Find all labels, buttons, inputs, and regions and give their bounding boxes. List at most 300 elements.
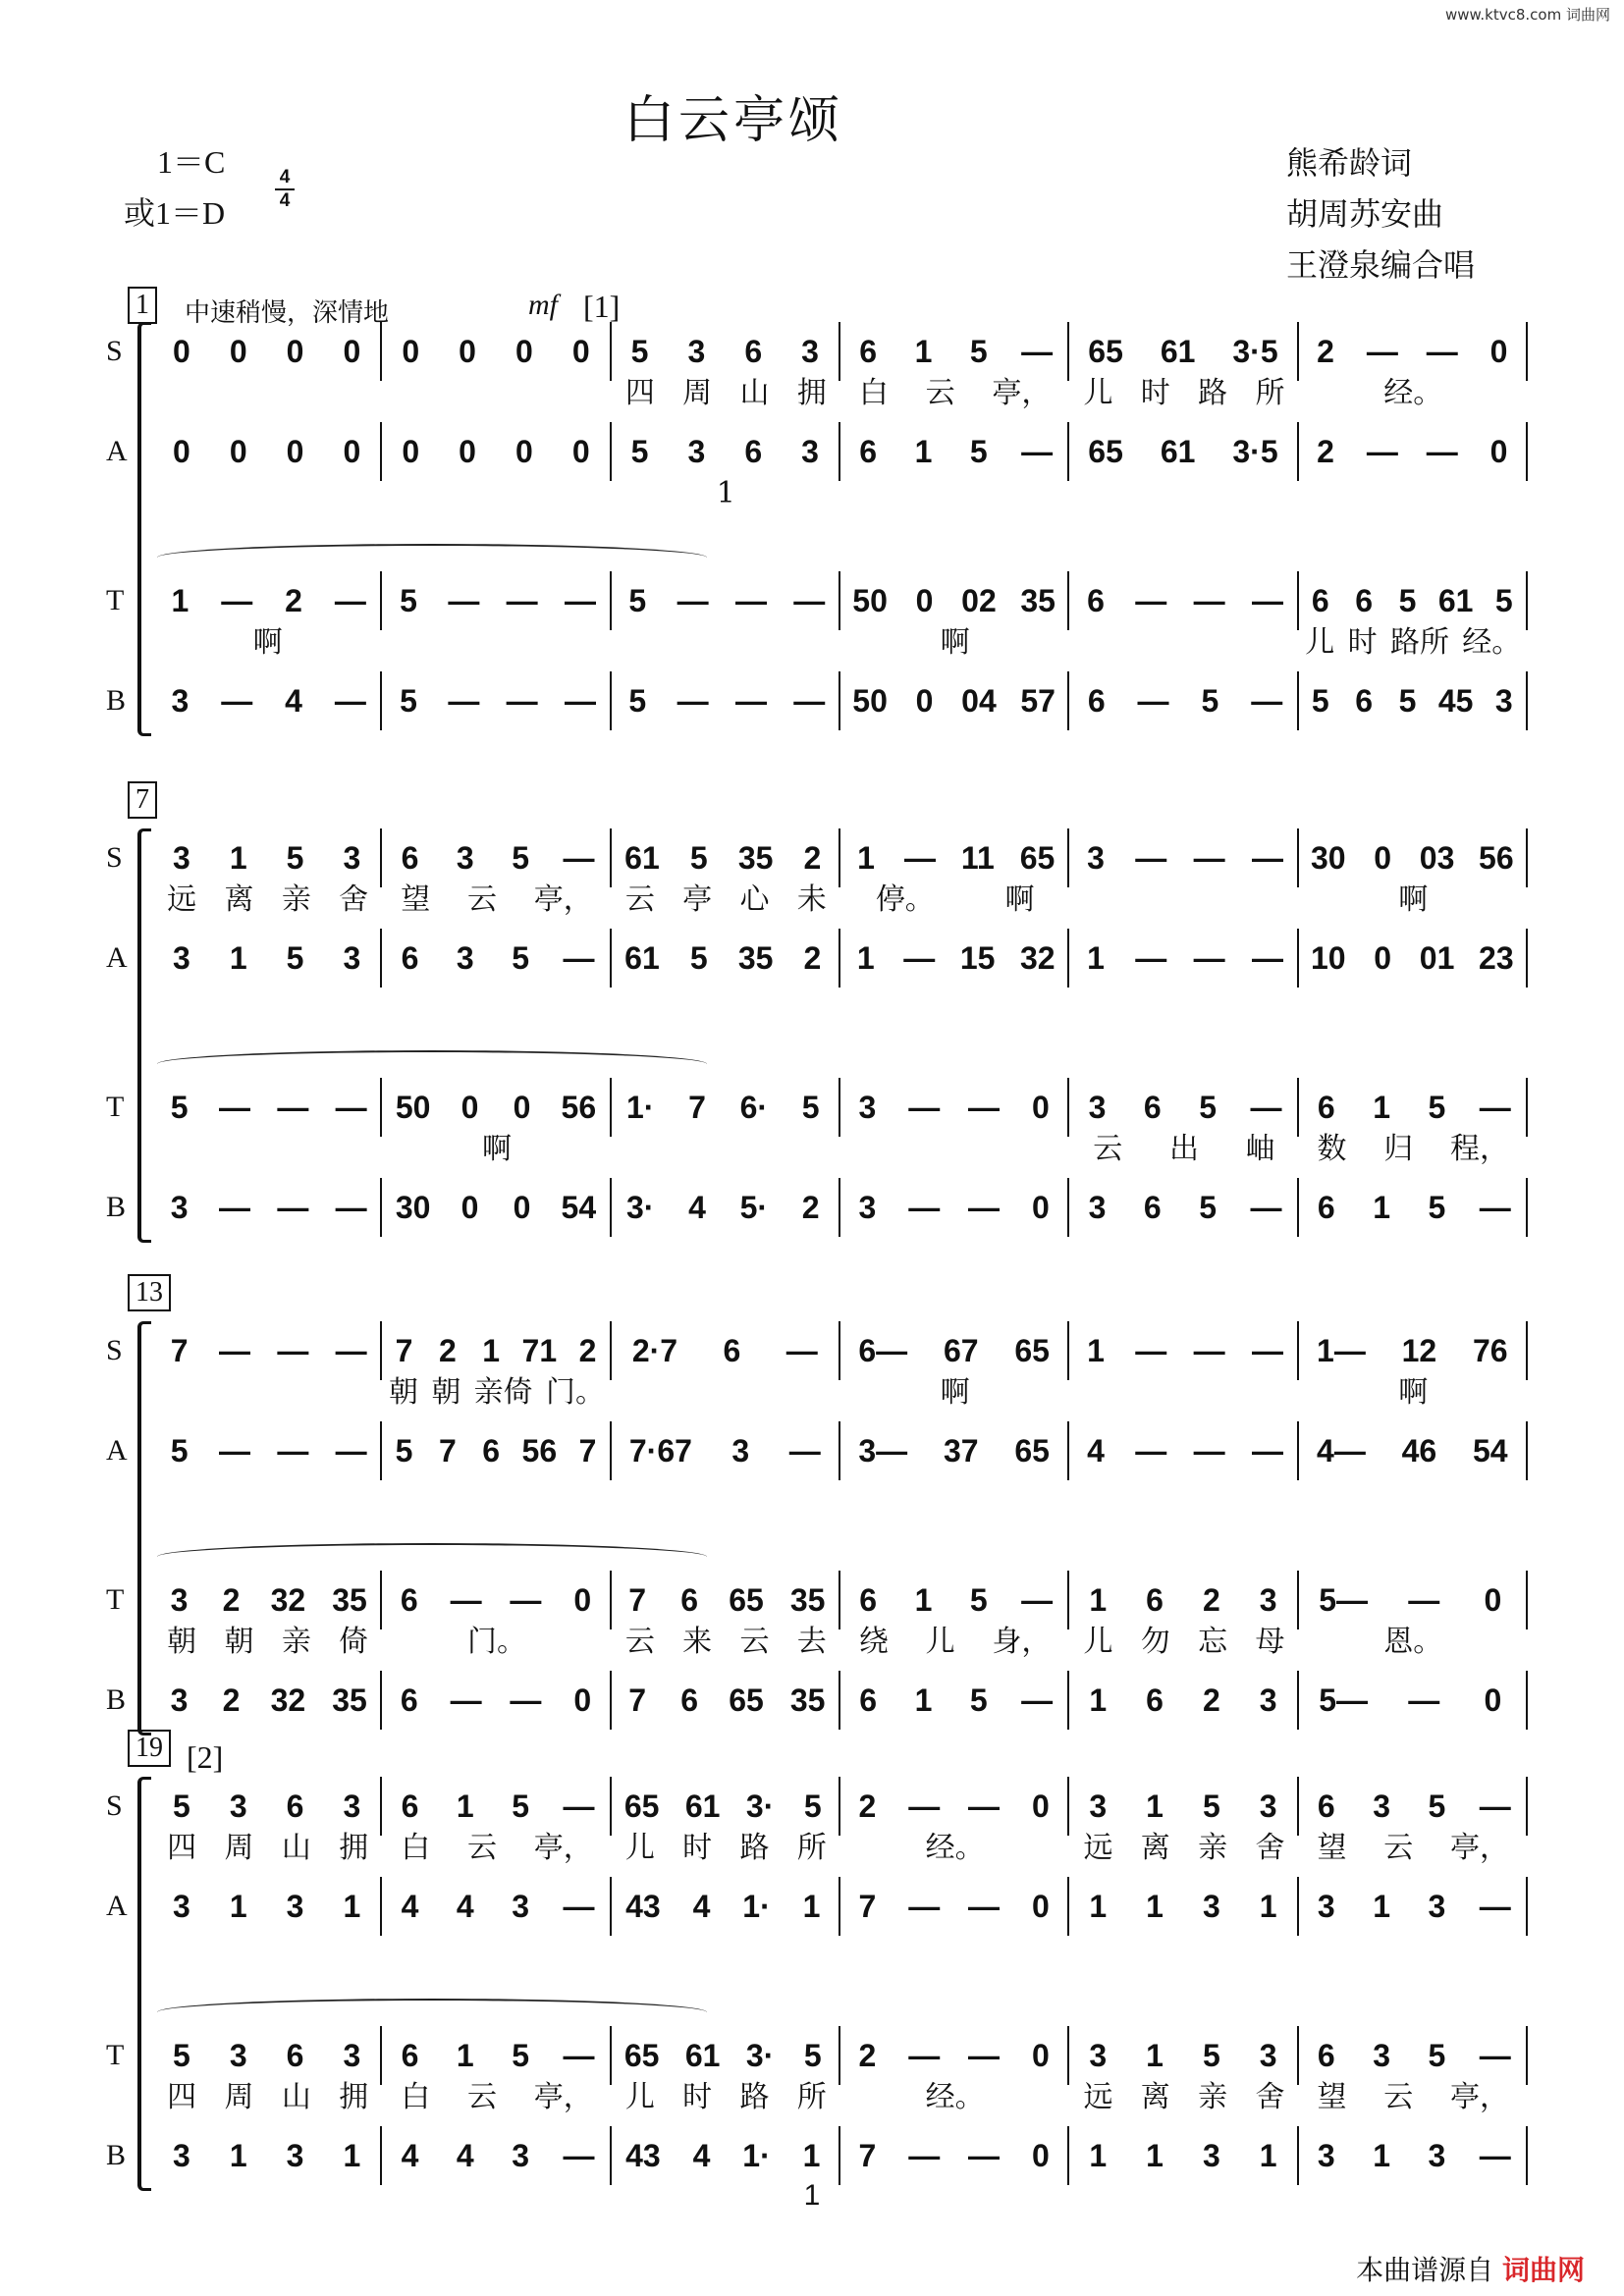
note-token: 7 bbox=[688, 1090, 706, 1125]
note-token: — bbox=[221, 683, 253, 719]
voice-label: T bbox=[106, 1091, 125, 1123]
lyric-syllable: 啊 bbox=[1398, 1375, 1429, 1410]
note-token: 3 bbox=[173, 840, 190, 876]
note-row bbox=[153, 929, 1528, 988]
note-token: 3 bbox=[687, 334, 706, 369]
measure bbox=[153, 671, 382, 730]
lyric-syllable: 经。 bbox=[925, 1831, 985, 1865]
lyric-syllable: 数 bbox=[1317, 1132, 1347, 1166]
note-token: 6 bbox=[1087, 583, 1105, 618]
measure bbox=[840, 1421, 1069, 1480]
lyric-syllable: 儿 bbox=[624, 1831, 655, 1865]
note-token: 43 bbox=[625, 1889, 661, 1924]
note-token: — bbox=[908, 1789, 941, 1824]
note-token: — bbox=[1251, 583, 1283, 618]
lyric-syllable: 去 bbox=[796, 1625, 827, 1659]
note-token: 5 bbox=[173, 1789, 190, 1824]
note-token: 0 bbox=[459, 434, 476, 469]
note-token: 4 bbox=[692, 2138, 711, 2173]
lyric-syllable: 亭， bbox=[533, 882, 593, 917]
measure bbox=[1299, 929, 1528, 988]
note-token: 10 bbox=[1310, 940, 1346, 976]
note-token: 2 bbox=[1202, 1682, 1220, 1718]
lyric-measure bbox=[612, 471, 840, 516]
voice-label: A bbox=[106, 1890, 128, 1922]
lyric-syllable: 门。 bbox=[545, 1375, 605, 1410]
note-token: 2 bbox=[803, 940, 822, 976]
lyric-row bbox=[153, 1370, 1528, 1415]
lyric-measure bbox=[1299, 1127, 1528, 1172]
note-token: 3 bbox=[171, 683, 189, 719]
lyric-syllable: 亲 bbox=[1198, 1831, 1228, 1865]
note-token: — bbox=[1135, 583, 1167, 618]
lyric-syllable: 望 bbox=[401, 882, 431, 917]
note-token: — bbox=[448, 683, 480, 719]
note-token: 1 bbox=[1259, 1889, 1277, 1924]
measure bbox=[1299, 1877, 1528, 1936]
note-token: 5 bbox=[170, 1433, 189, 1468]
note-token: 1 bbox=[1146, 2138, 1164, 2173]
note-token: 3 bbox=[1317, 2138, 1335, 2173]
measure bbox=[612, 1877, 840, 1936]
lyric-syllable: 亲 bbox=[281, 882, 311, 917]
rehearsal-number: 1 bbox=[128, 287, 157, 324]
note-token: 50 bbox=[395, 1090, 431, 1125]
note-token: 11 bbox=[960, 840, 995, 876]
note-token: 7 bbox=[858, 1889, 877, 1924]
note-token: 5 bbox=[512, 2038, 530, 2073]
note-token: 3 bbox=[173, 2138, 190, 2173]
lyric-syllable: 儿 bbox=[1083, 376, 1113, 410]
note-token: 5 bbox=[1201, 683, 1219, 719]
note-token: — bbox=[968, 1090, 1001, 1125]
note-token: 5 bbox=[969, 1582, 988, 1618]
note-token: 0 bbox=[571, 334, 590, 369]
lyric-syllable: 朝 bbox=[431, 1375, 461, 1410]
note-token: 3 bbox=[229, 1789, 247, 1824]
note-token: 1 bbox=[171, 583, 189, 618]
lyric-syllable: 亭， bbox=[1450, 2080, 1510, 2114]
lyric-syllable: 啊 bbox=[940, 625, 970, 660]
note-token: — bbox=[277, 1433, 309, 1468]
note-token: 5 bbox=[286, 840, 304, 876]
lyric-syllable: 云 bbox=[1093, 1132, 1123, 1166]
note-token: — bbox=[506, 583, 538, 618]
note-token: 35 bbox=[789, 1582, 826, 1618]
time-signature-bottom: 4 bbox=[275, 188, 295, 212]
note-token: — bbox=[221, 583, 253, 618]
measure bbox=[1299, 2126, 1528, 2185]
note-token: 7 bbox=[395, 1333, 413, 1368]
note-token: 45 bbox=[1437, 683, 1474, 719]
note-token: 0 bbox=[915, 583, 934, 618]
lyric-measure bbox=[382, 371, 611, 416]
lyric-measure bbox=[153, 620, 382, 666]
note-token: 3 bbox=[456, 940, 474, 976]
lyric-syllable: 心 bbox=[739, 882, 770, 917]
note-token: 5 bbox=[1202, 1789, 1220, 1824]
voice-label: T bbox=[106, 584, 125, 616]
note-token: 2 bbox=[285, 583, 302, 618]
note-row bbox=[153, 2126, 1528, 2185]
note-token: 0 bbox=[229, 334, 247, 369]
note-token: 1 bbox=[1087, 1333, 1105, 1368]
note-token: 1 bbox=[914, 1582, 933, 1618]
note-token: — bbox=[1426, 434, 1458, 469]
note-row bbox=[153, 1178, 1528, 1237]
note-token: 1 bbox=[343, 2138, 361, 2173]
note-token: — bbox=[1479, 2138, 1511, 2173]
note-token: 1 bbox=[914, 334, 933, 369]
note-token: 5 bbox=[689, 840, 708, 876]
note-token: 0 bbox=[1031, 1889, 1050, 1924]
note-token: — bbox=[564, 583, 596, 618]
lyric-measure bbox=[1299, 2075, 1528, 2120]
lyric-syllable: 拥 bbox=[339, 1831, 369, 1865]
lyric-syllable: 朝 bbox=[224, 1625, 254, 1659]
time-signature bbox=[275, 167, 295, 212]
note-token: 1· bbox=[625, 1090, 655, 1125]
lyric-measure bbox=[1299, 471, 1528, 516]
lyric-measure bbox=[153, 471, 382, 516]
lyric-measure bbox=[1069, 2075, 1298, 2120]
note-token: — bbox=[1479, 1190, 1511, 1225]
lyric-syllable: 周 bbox=[682, 376, 713, 410]
staff-b bbox=[0, 1671, 1624, 1730]
note-token: — bbox=[510, 1582, 542, 1618]
note-token: — bbox=[903, 940, 936, 976]
arranger-credit: 王澄泉编合唱 bbox=[1286, 246, 1476, 284]
note-token: 3 bbox=[858, 1090, 877, 1125]
note-token: 6 bbox=[401, 940, 419, 976]
note-token: 65 bbox=[1014, 1433, 1050, 1468]
note-token: 65 bbox=[1019, 840, 1056, 876]
note-token: 3 bbox=[1373, 1789, 1391, 1824]
note-token: — bbox=[335, 1333, 367, 1368]
lyric-syllable: 路 bbox=[1198, 376, 1228, 410]
voice-label: T bbox=[106, 2039, 125, 2071]
note-token: 2 bbox=[438, 1333, 457, 1368]
key-signature-d: 或1＝D bbox=[124, 195, 226, 231]
note-token: 6 bbox=[859, 434, 878, 469]
note-token: — bbox=[1021, 334, 1054, 369]
note-token: — bbox=[563, 2138, 595, 2173]
note-token: 2 bbox=[222, 1582, 241, 1618]
note-token: — bbox=[968, 1889, 1001, 1924]
lyric-measure bbox=[840, 1826, 1069, 1871]
lyric-syllable: 亭， bbox=[533, 2080, 593, 2114]
note-token: 0 bbox=[1031, 1789, 1050, 1824]
note-token: 3 bbox=[1088, 1190, 1107, 1225]
note-token: 5 bbox=[512, 840, 530, 876]
note-token: 32 bbox=[270, 1582, 306, 1618]
measure bbox=[840, 671, 1069, 730]
lyric-measure bbox=[840, 2075, 1069, 2120]
lyric-syllable: 岫 bbox=[1245, 1132, 1275, 1166]
note-token: — bbox=[450, 1682, 482, 1718]
note-token: — bbox=[334, 683, 366, 719]
note-token: 1 bbox=[857, 840, 875, 876]
note-token: 6 bbox=[680, 1582, 699, 1618]
note-token: 5 bbox=[286, 940, 304, 976]
note-token: 6 bbox=[400, 1682, 418, 1718]
note-token: 0 bbox=[514, 434, 533, 469]
note-token: — bbox=[563, 940, 595, 976]
measure bbox=[153, 1877, 382, 1936]
lyric-measure bbox=[840, 1127, 1069, 1172]
note-token: — bbox=[1250, 1090, 1282, 1125]
lyric-measure bbox=[612, 620, 840, 666]
lyric-syllable: 离 bbox=[224, 882, 254, 917]
measure bbox=[1069, 1671, 1298, 1730]
note-token: 5 bbox=[170, 1090, 189, 1125]
note-token: 7 bbox=[858, 2138, 877, 2173]
voice-label: B bbox=[106, 1683, 127, 1716]
lyric-syllable: 亭 bbox=[682, 882, 713, 917]
note-token: 6 bbox=[1355, 683, 1374, 719]
lyric-syllable: 亭， bbox=[533, 1831, 593, 1865]
note-token: 5 bbox=[1202, 2038, 1220, 2073]
note-token: 6 bbox=[1311, 583, 1329, 618]
measure bbox=[612, 1178, 840, 1237]
note-token: 1· bbox=[742, 2138, 771, 2173]
note-token: — bbox=[734, 583, 767, 618]
lyric-syllable: 云 bbox=[466, 1831, 497, 1865]
lyric-measure bbox=[612, 1127, 840, 1172]
note-token: — bbox=[908, 2038, 941, 2073]
lyric-syllable: 倚 bbox=[339, 1625, 369, 1659]
lyric-syllable: 朝 bbox=[388, 1375, 418, 1410]
footer-prefix: 本曲谱源自 bbox=[1356, 2254, 1494, 2286]
measure bbox=[840, 1671, 1069, 1730]
note-token: 0 bbox=[173, 434, 190, 469]
note-token: 4 bbox=[688, 1190, 706, 1225]
measure bbox=[1069, 671, 1298, 730]
note-token: 3 bbox=[1202, 1889, 1220, 1924]
lyric-measure bbox=[1069, 1127, 1298, 1172]
lyric-row bbox=[153, 1826, 1528, 1871]
note-token: 3·5 bbox=[1232, 434, 1278, 469]
lyric-measure bbox=[382, 1620, 611, 1665]
measure bbox=[1069, 2126, 1298, 2185]
voice-label: A bbox=[106, 435, 128, 467]
note-token: — bbox=[1408, 1682, 1440, 1718]
lyric-measure bbox=[840, 878, 1069, 923]
lyric-syllable: 亭， bbox=[1450, 1831, 1510, 1865]
note-token: 6 bbox=[400, 1582, 418, 1618]
note-token: 0 bbox=[1031, 2138, 1050, 2173]
note-token: 0 bbox=[1031, 1190, 1050, 1225]
note-token: 5 bbox=[1398, 683, 1417, 719]
measure bbox=[612, 2126, 840, 2185]
note-token: 3 bbox=[286, 1889, 304, 1924]
staff-a bbox=[0, 929, 1624, 988]
lyric-measure bbox=[1069, 1620, 1298, 1665]
note-token: 1 bbox=[229, 840, 247, 876]
note-token: 35 bbox=[789, 1682, 826, 1718]
note-token: 46 bbox=[1401, 1433, 1437, 1468]
note-token: 1 bbox=[456, 2038, 474, 2073]
lyric-syllable: 舍 bbox=[339, 882, 369, 917]
note-token: — bbox=[1366, 334, 1398, 369]
note-token: 3 bbox=[286, 2138, 304, 2173]
note-token: 6 bbox=[1317, 1789, 1335, 1824]
note-token: 3 bbox=[1428, 2138, 1446, 2173]
note-token: — bbox=[277, 1090, 309, 1125]
note-token: 76 bbox=[1472, 1333, 1508, 1368]
lyric-syllable: 所 bbox=[796, 1831, 827, 1865]
measure bbox=[382, 671, 611, 730]
tie-slur bbox=[157, 1543, 707, 1571]
lyric-measure bbox=[153, 1370, 382, 1415]
note-token: — bbox=[1479, 1889, 1511, 1924]
note-token: — bbox=[1479, 1789, 1511, 1824]
rehearsal-number: 7 bbox=[128, 781, 157, 819]
lyric-syllable: 周 bbox=[224, 2080, 254, 2114]
note-token: 0 bbox=[1484, 1582, 1502, 1618]
note-token: 57 bbox=[1020, 683, 1056, 719]
measure bbox=[612, 929, 840, 988]
rehearsal-number: 19 bbox=[128, 1730, 171, 1767]
note-token: — bbox=[1250, 1190, 1282, 1225]
lyric-measure bbox=[153, 878, 382, 923]
lyric-syllable: 拥 bbox=[796, 376, 827, 410]
lyric-measure bbox=[382, 2075, 611, 2120]
note-token: 1 bbox=[914, 1682, 933, 1718]
measure bbox=[382, 1877, 611, 1936]
note-token: — bbox=[1137, 683, 1169, 719]
note-token: 5 bbox=[512, 1789, 530, 1824]
note-token: 3 bbox=[1089, 2038, 1108, 2073]
note-token: 6 bbox=[1087, 683, 1106, 719]
note-token: — bbox=[1193, 583, 1225, 618]
note-token: 61 bbox=[1160, 334, 1196, 369]
lyric-measure bbox=[382, 1826, 611, 1871]
tempo-marking: 中速稍慢，深情地 bbox=[185, 298, 390, 328]
lyric-syllable: 云 bbox=[739, 1625, 770, 1659]
note-token: 54 bbox=[561, 1190, 597, 1225]
lyric-measure bbox=[153, 1826, 382, 1871]
note-token: 6 bbox=[1355, 583, 1374, 618]
note-token: 6 bbox=[286, 1789, 304, 1824]
note-token: — bbox=[968, 2038, 1001, 2073]
note-token: 3 bbox=[173, 1889, 190, 1924]
note-token: 65 bbox=[729, 1682, 764, 1718]
lyric-syllable: 啊 bbox=[1004, 882, 1035, 917]
note-token: 2 bbox=[858, 2038, 877, 2073]
note-token: 1 bbox=[1259, 2138, 1277, 2173]
lyric-syllable: 出 bbox=[1168, 1132, 1199, 1166]
note-token: 2·7 bbox=[631, 1333, 678, 1368]
note-token: — bbox=[968, 1789, 1001, 1824]
note-token: — bbox=[1135, 840, 1167, 876]
lyric-measure bbox=[153, 1620, 382, 1665]
note-token: 0 bbox=[229, 434, 247, 469]
voice-label: T bbox=[106, 1583, 125, 1616]
lyric-measure bbox=[1069, 1370, 1298, 1415]
note-token: 35 bbox=[737, 940, 774, 976]
note-token: 6 bbox=[1146, 1582, 1164, 1618]
note-token: 0 bbox=[460, 1090, 479, 1125]
measure bbox=[1069, 1877, 1298, 1936]
note-token: 5 bbox=[1428, 1789, 1446, 1824]
staff-b bbox=[0, 671, 1624, 730]
measure bbox=[382, 1671, 611, 1730]
note-token: 1 bbox=[802, 1889, 821, 1924]
key-signature-c: 1＝C bbox=[157, 144, 226, 180]
note-token: 12 bbox=[1401, 1333, 1437, 1368]
note-token: 4 bbox=[456, 1889, 474, 1924]
note-token: 65 bbox=[1088, 334, 1123, 369]
lyric-row bbox=[153, 620, 1528, 666]
measure bbox=[153, 1178, 382, 1237]
note-token: — bbox=[1135, 1433, 1167, 1468]
note-token: 56 bbox=[1479, 840, 1514, 876]
measure bbox=[153, 1671, 382, 1730]
lyric-measure bbox=[1299, 1826, 1528, 1871]
lyric-syllable: 朝 bbox=[167, 1625, 197, 1659]
measure bbox=[1069, 1421, 1298, 1480]
note-token: 2 bbox=[858, 1789, 877, 1824]
note-token: — bbox=[448, 583, 480, 618]
page-number: 1 bbox=[803, 2179, 821, 2212]
lyric-syllable: 亭， bbox=[992, 376, 1052, 410]
lyric-syllable: 四 bbox=[624, 376, 655, 410]
note-token: — bbox=[335, 1433, 367, 1468]
note-token: 5 bbox=[630, 334, 649, 369]
note-token: 6 bbox=[401, 1789, 419, 1824]
note-token: 1 bbox=[856, 940, 875, 976]
lyric-syllable: 身， bbox=[992, 1625, 1052, 1659]
note-token: 04 bbox=[961, 683, 997, 719]
note-token: — bbox=[1251, 683, 1283, 719]
note-token: — bbox=[1366, 434, 1398, 469]
note-token: 5 bbox=[1199, 1090, 1218, 1125]
lyric-row bbox=[153, 1127, 1528, 1172]
lyric-syllable: 门。 bbox=[466, 1625, 526, 1659]
site-watermark: www.ktvc8.com 词曲网 bbox=[1444, 6, 1610, 24]
note-token: 0 bbox=[1489, 334, 1508, 369]
lyric-measure bbox=[1069, 620, 1298, 666]
note-token: 3 bbox=[801, 334, 819, 369]
note-token: — bbox=[1021, 1682, 1054, 1718]
tie-slur bbox=[157, 1999, 707, 2026]
note-row bbox=[153, 1421, 1528, 1480]
note-token: 1 bbox=[1146, 1789, 1164, 1824]
note-token: 5 bbox=[1398, 583, 1417, 618]
lyric-syllable: 亲 bbox=[281, 1625, 311, 1659]
lyric-syllable: 路 bbox=[739, 1831, 770, 1865]
lyric-syllable: 所 bbox=[796, 2080, 827, 2114]
note-token: 5 bbox=[628, 683, 647, 719]
note-token: 0 bbox=[571, 434, 590, 469]
measure bbox=[382, 1421, 611, 1480]
lyric-syllable: 儿 bbox=[1083, 1625, 1113, 1659]
note-token: 5 bbox=[395, 1433, 413, 1468]
note-token: 3 bbox=[1259, 1682, 1277, 1718]
note-token: 7 bbox=[628, 1682, 647, 1718]
note-token: 3 bbox=[343, 2038, 361, 2073]
note-token: 5 bbox=[1494, 583, 1513, 618]
note-token: 5 bbox=[803, 2038, 822, 2073]
note-token: 2 bbox=[1317, 334, 1334, 369]
note-token: — bbox=[734, 683, 767, 719]
note-token: 30 bbox=[395, 1190, 431, 1225]
note-token: 65 bbox=[1088, 434, 1123, 469]
note-token: 5 bbox=[628, 583, 647, 618]
note-token: 3 bbox=[1259, 1789, 1277, 1824]
note-token: 0 bbox=[915, 683, 934, 719]
